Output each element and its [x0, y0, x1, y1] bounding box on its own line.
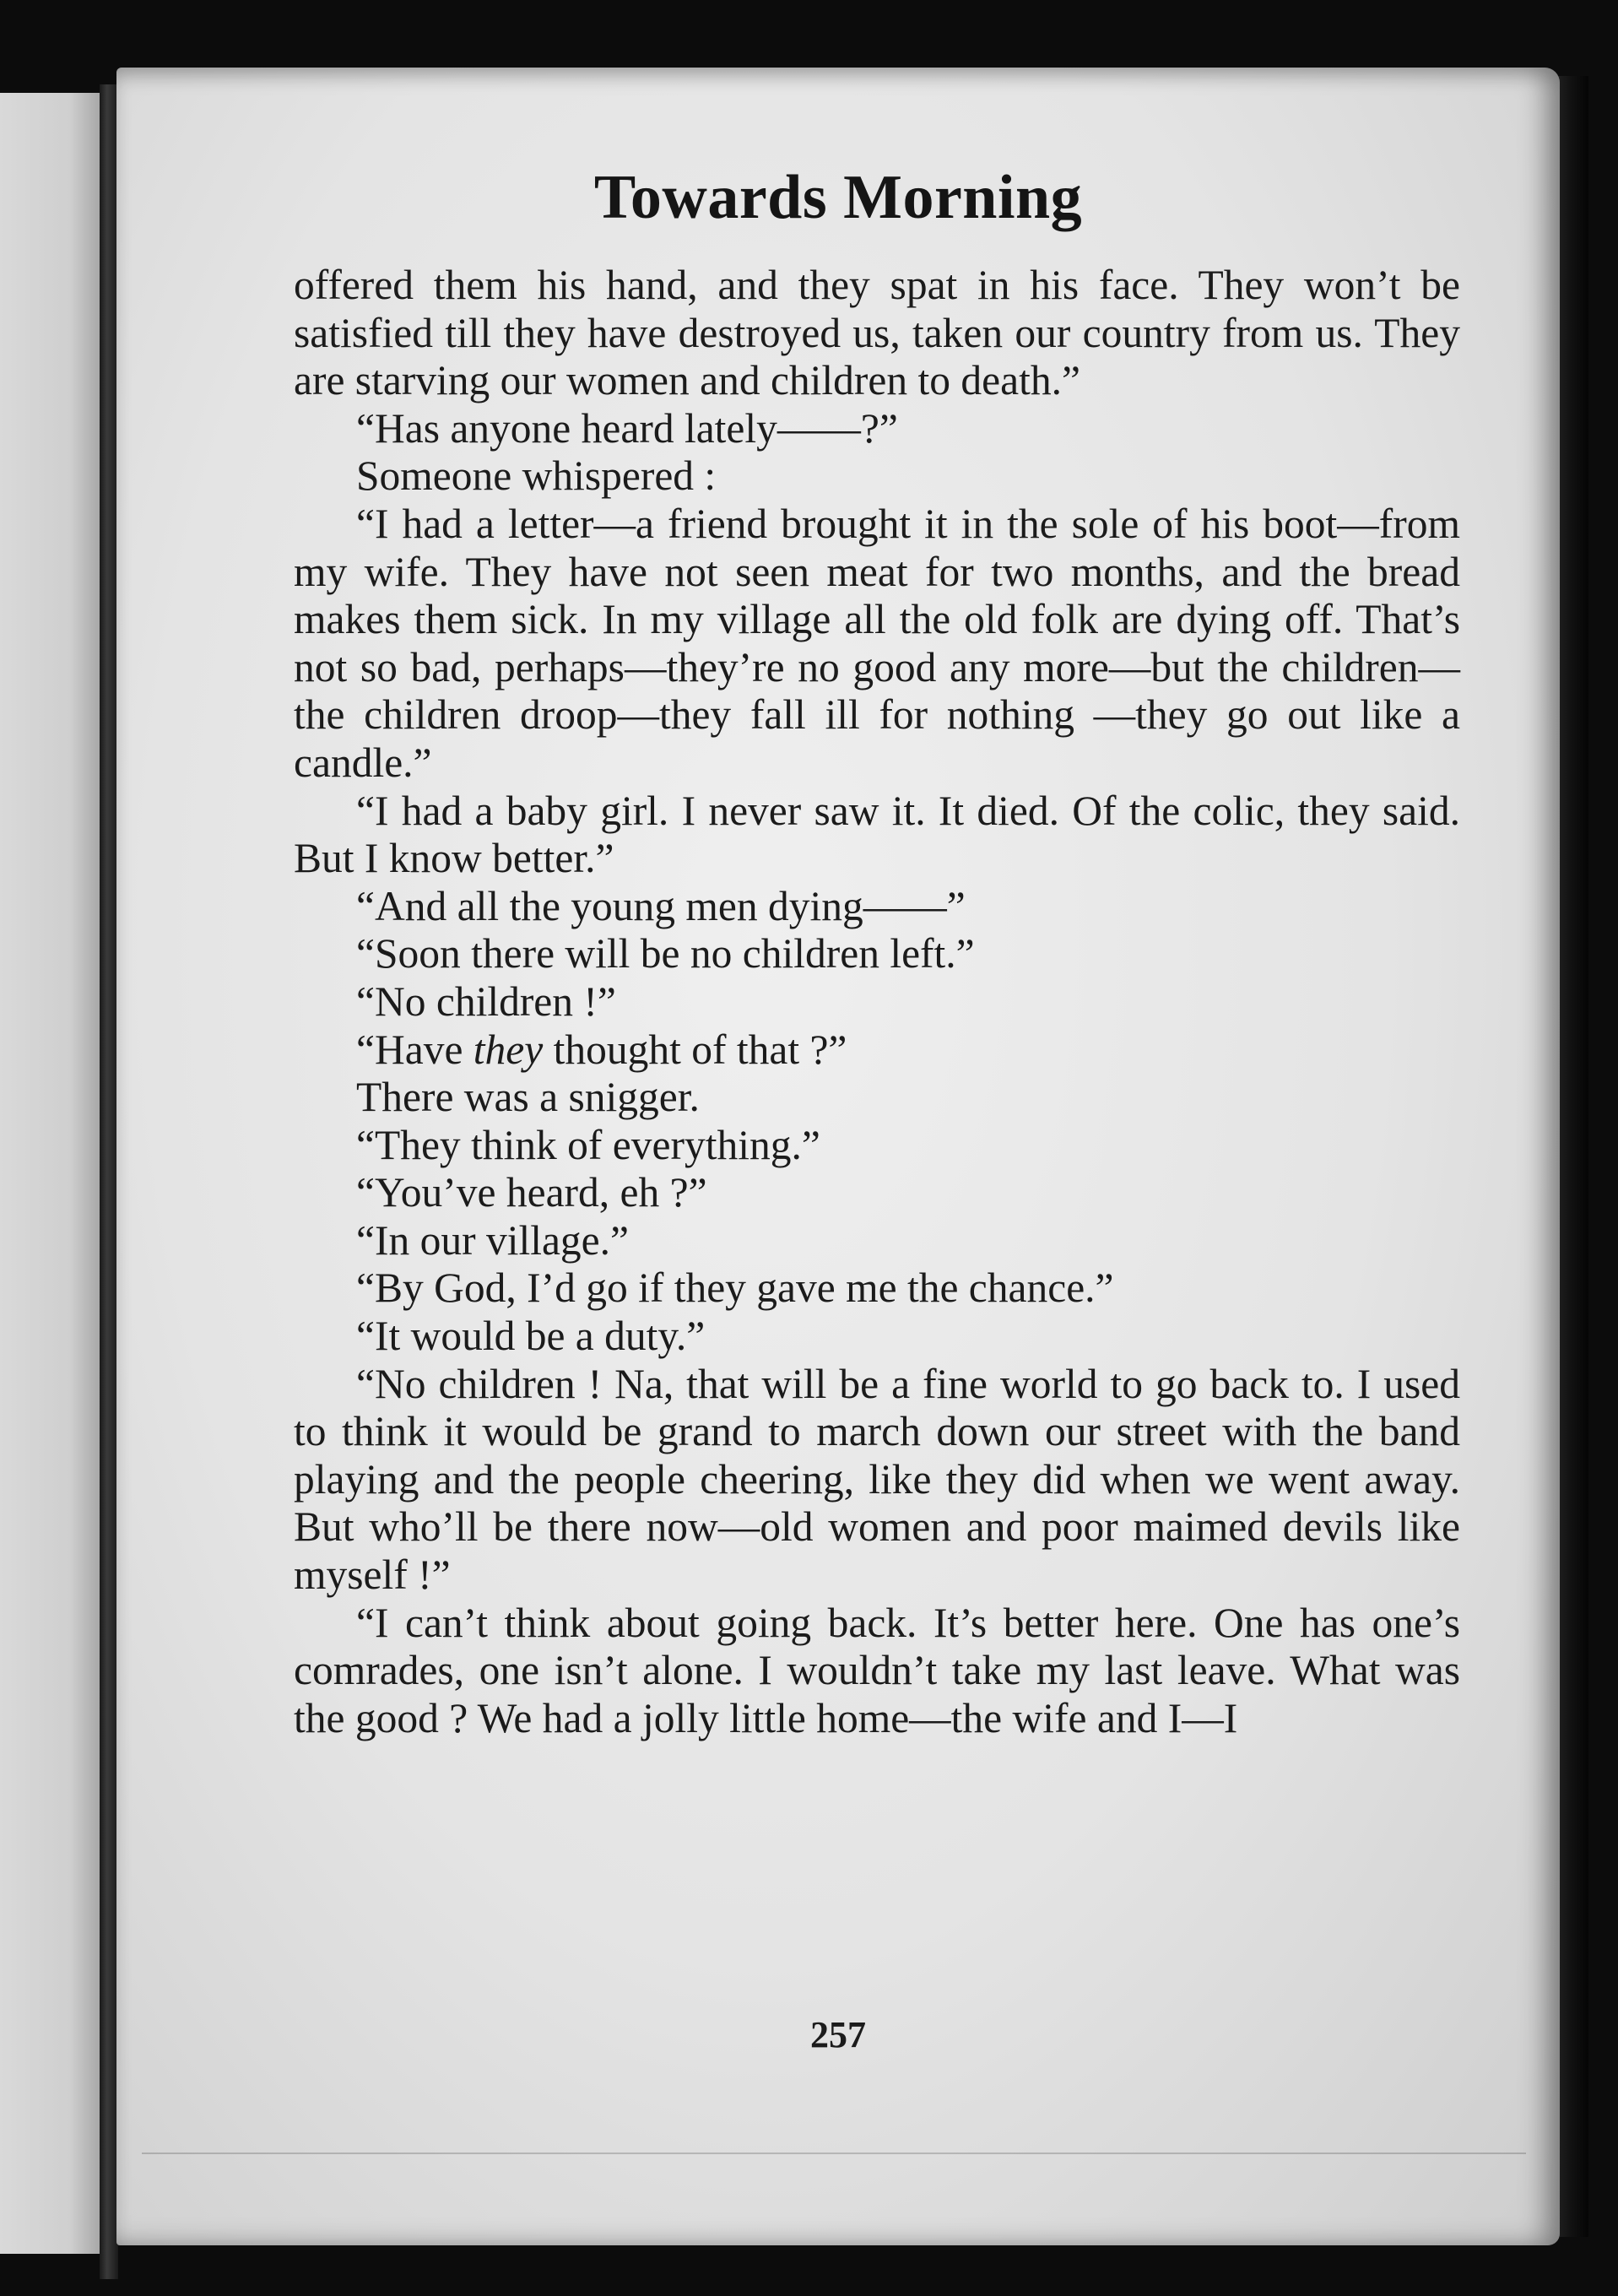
paragraph: “I had a baby girl. I never saw it. It died. Of the colic, they said. But I know better.”: [294, 787, 1460, 882]
text-run: thought of that ?”: [543, 1026, 847, 1073]
emphasized-word: they: [473, 1026, 544, 1073]
book-page: [116, 68, 1560, 2245]
paragraph: “And all the young men dying——”: [356, 882, 966, 929]
paragraph: “In our village.”: [356, 1216, 629, 1264]
text-run: “Have: [356, 1026, 473, 1073]
facing-page-edge: [0, 93, 100, 2254]
paragraph: “I had a letter—a friend brought it in the sole of his boot—from my wife. They have not seen meat for two months, and the bread makes them sick. In my village all the old folk are dying off. That’s not so bad, perhaps—they’re no good any more—but the children—the children droop—they fall ill for nothing —they go out like a candle.”: [294, 500, 1460, 786]
paragraph: “I can’t think about going back. It’s better here. One has one’s comrades, one isn’t alone. I wouldn’t take my last leave. What was the good ? We had a jolly little home—the wife and I—I: [294, 1599, 1460, 1741]
paragraph: “By God, I’d go if they gave me the chance.”: [356, 1264, 1114, 1312]
page-number: 257: [810, 2014, 866, 2055]
paragraph: “Soon there will be no children left.”: [356, 930, 975, 977]
paragraph: offered them his hand, and they spat in his face. They won’t be satisfied till they have destroyed us, taken our country from us. They are starving our women and children to death.”: [294, 262, 1460, 404]
book-gutter: [100, 84, 118, 2279]
running-head: Towards Morning: [593, 163, 1083, 232]
paragraph: “You’ve heard, eh ?”: [356, 1169, 707, 1216]
paragraph: There was a snigger.: [356, 1074, 700, 1121]
page-bottom-shadow: [142, 2152, 1526, 2154]
paragraph: “Has anyone heard lately——?”: [356, 404, 898, 452]
paragraph: “No children !”: [356, 977, 616, 1025]
paragraph: [294, 1026, 1460, 1075]
paragraph: Someone whispered :: [356, 452, 717, 500]
paragraph: “They think of everything.”: [356, 1121, 820, 1168]
paragraph: “It would be a duty.”: [356, 1313, 706, 1360]
body-text: [294, 262, 1460, 1742]
paragraph: “No children ! Na, that will be a fine world to go back to. I used to think it would be grand to march down our street with the band playing and the people cheering, like they did when we went away. But who’ll be there now—old women and poor maimed devils like myself !”: [294, 1360, 1460, 1599]
